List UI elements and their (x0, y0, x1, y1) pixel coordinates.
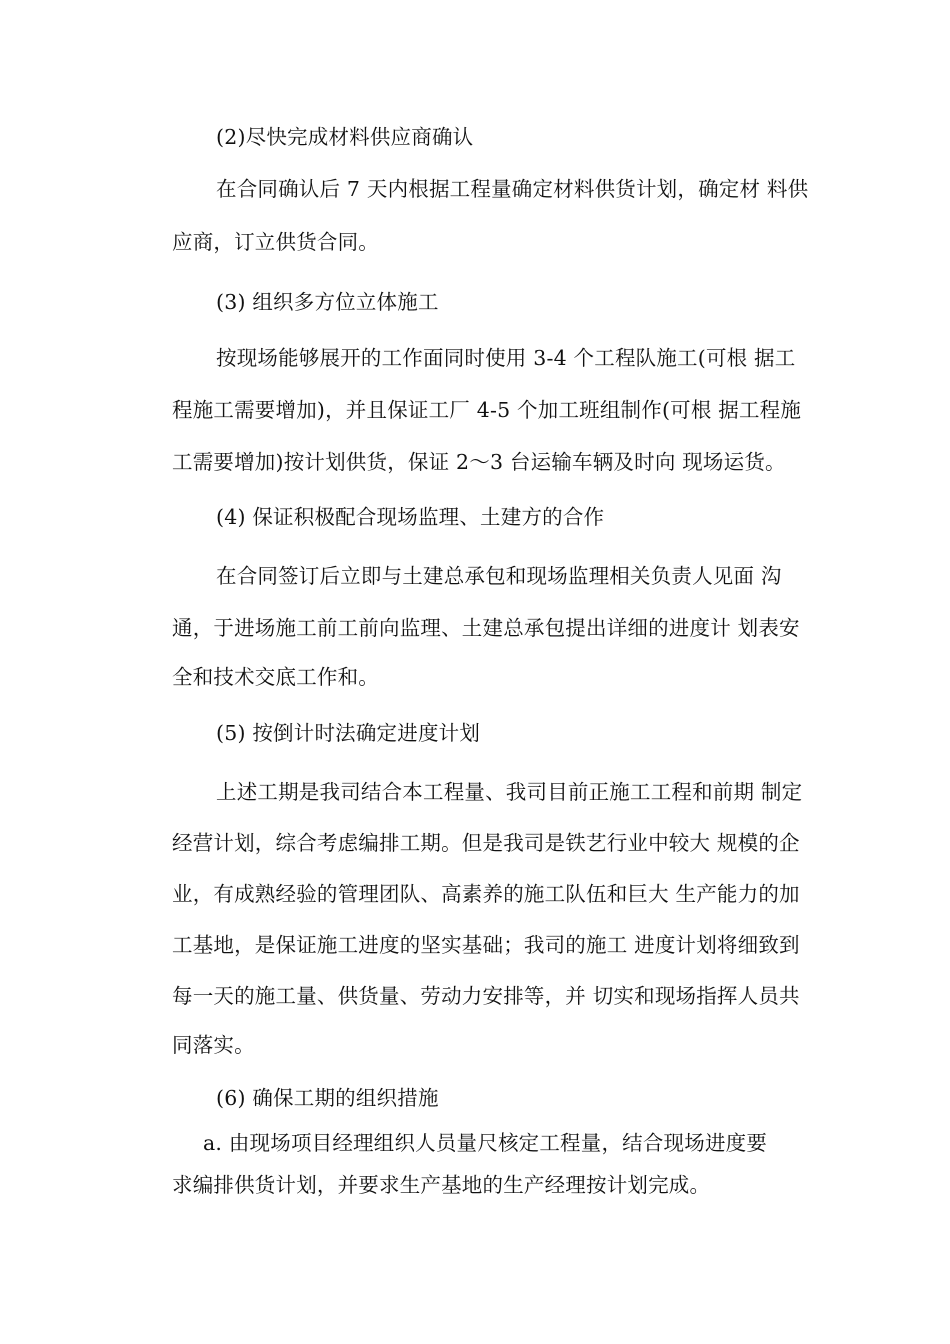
heading-3: (3) 组织多方位立体施工 (216, 290, 439, 314)
paragraph-line: 应商，订立供货合同。 (172, 230, 379, 254)
heading-6: (6) 确保工期的组织措施 (216, 1086, 439, 1110)
paragraph-line: 同落实。 (172, 1033, 255, 1057)
list-item-a: a. 由现场项目经理组织人员量尺核定工程量，结合现场进度要 (203, 1131, 768, 1155)
paragraph-line: 每一天的施工量、供货量、劳动力安排等，并 切实和现场指挥人员共 (172, 984, 800, 1008)
heading-4: (4) 保证积极配合现场监理、土建方的合作 (216, 505, 605, 529)
paragraph-line: 按现场能够展开的工作面同时使用 3-4 个工程队施工(可根 据工 (216, 346, 796, 370)
heading-5: (5) 按倒计时法确定进度计划 (216, 721, 481, 745)
paragraph-line: 工需要增加)按计划供货，保证 2〜3 台运输车辆及时向 现场运货。 (172, 450, 786, 474)
paragraph-line: 上述工期是我司结合本工程量、我司目前正施工工程和前期 制定 (216, 780, 803, 804)
paragraph-line: 经营计划，综合考虑编排工期。但是我司是铁艺行业中较大 规模的企 (172, 831, 800, 855)
paragraph-line: 业，有成熟经验的管理团队、高素养的施工队伍和巨大 生产能力的加 (172, 882, 800, 906)
paragraph-line: 在合同签订后立即与土建总承包和现场监理相关负责人见面 沟 (216, 564, 782, 588)
paragraph-line: 工基地，是保证施工进度的坚实基础；我司的施工 进度计划将细致到 (172, 933, 800, 957)
paragraph-line: 通，于进场施工前工前向监理、土建总承包提出详细的进度计 划表安 (172, 616, 800, 640)
paragraph-line: 全和技术交底工作和。 (172, 665, 379, 689)
paragraph-line: 求编排供货计划，并要求生产基地的生产经理按计划完成。 (172, 1173, 711, 1197)
heading-2: (2)尽快完成材料供应商确认 (216, 125, 474, 149)
paragraph-line: 程施工需要增加)，并且保证工厂 4-5 个加工班组制作(可根 据工程施 (172, 398, 802, 422)
paragraph-line: 在合同确认后 7 天内根据工程量确定材料供货计划，确定材 料供 (216, 177, 809, 201)
